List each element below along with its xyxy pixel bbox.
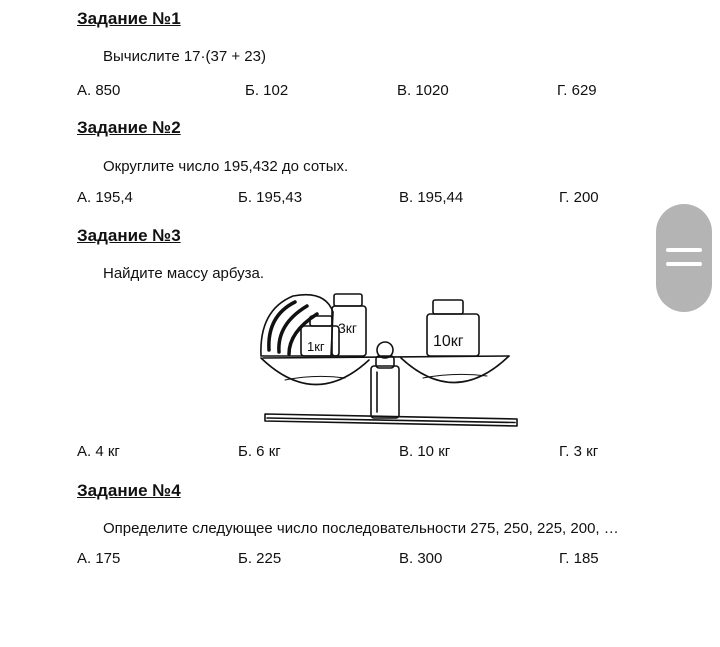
task-2-option-c[interactable]: В. 195,44: [399, 189, 464, 206]
task-4-option-a[interactable]: А. 175: [77, 550, 121, 567]
task-2-option-d[interactable]: Г. 200: [559, 189, 599, 206]
task-2-option-b[interactable]: Б. 195,43: [238, 189, 303, 206]
task-2-title: Задание №2: [77, 118, 181, 137]
task-2-option-a[interactable]: А. 195,4: [77, 189, 133, 206]
task-4-question: Определите следующее число последовательности 275, 250, 225, 200, …: [103, 520, 619, 537]
task-1-option-b[interactable]: Б. 102: [245, 82, 289, 99]
task-3-option-b[interactable]: Б. 6 кг: [238, 443, 281, 460]
task-4-option-b[interactable]: Б. 225: [238, 550, 282, 567]
balance-scale-figure: [255, 288, 525, 433]
task-3-question: Найдите массу арбуза.: [103, 265, 265, 282]
weight-3kg-label: 3кг: [338, 320, 358, 336]
task-3-option-d[interactable]: Г. 3 кг: [559, 443, 599, 460]
task-3-option-c[interactable]: В. 10 кг: [399, 443, 451, 460]
task-1-title: Задание №1: [77, 9, 181, 28]
task-4-option-c[interactable]: В. 300: [399, 550, 443, 567]
grip-line-icon: [666, 248, 702, 252]
weight-10kg-label: 10кг: [433, 333, 464, 350]
task-1-option-a[interactable]: А. 850: [77, 82, 121, 99]
task-3-title: Задание №3: [77, 226, 181, 245]
task-1-option-c[interactable]: В. 1020: [397, 82, 449, 99]
task-4-title: Задание №4: [77, 481, 181, 500]
task-2-question: Округлите число 195,432 до сотых.: [103, 158, 349, 175]
weight-1kg-label: 1кг: [307, 339, 325, 354]
scroll-handle[interactable]: [656, 204, 712, 312]
grip-line-icon: [666, 262, 702, 266]
task-4-option-d[interactable]: Г. 185: [559, 550, 599, 567]
task-3-option-a[interactable]: А. 4 кг: [77, 443, 120, 460]
task-1-option-d[interactable]: Г. 629: [557, 82, 597, 99]
task-1-question: Вычислите 17·(37 + 23): [103, 48, 266, 65]
